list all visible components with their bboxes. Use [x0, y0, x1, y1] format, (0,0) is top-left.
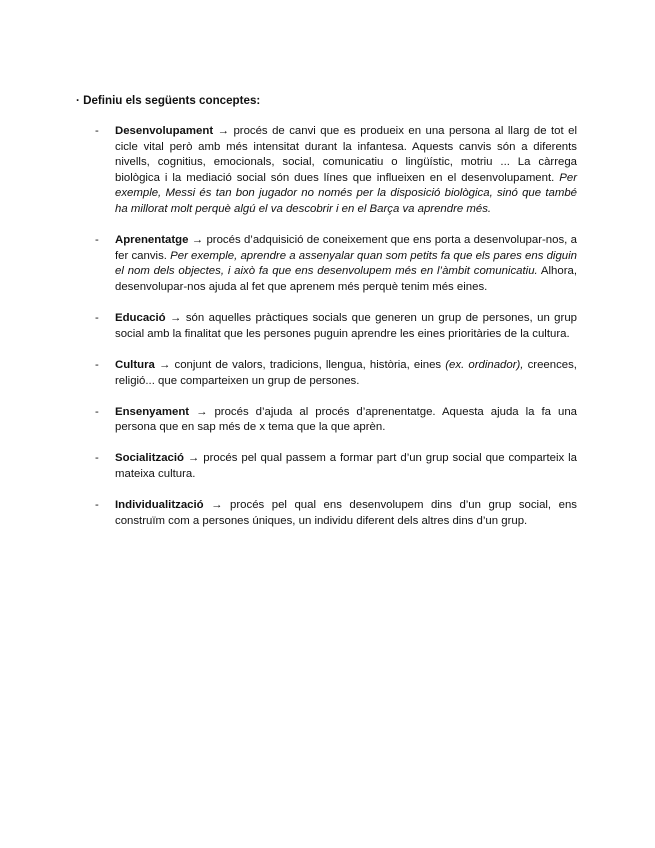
list-dash: - — [95, 452, 99, 465]
concept-definition: conjunt de valors, tradicions, llengua, història, eines — [174, 358, 446, 371]
list-dash: - — [95, 499, 99, 512]
concept-term: Ensenyament — [115, 405, 190, 418]
concept-term: Educació — [115, 312, 166, 325]
concept-item-cultura — [95, 358, 577, 389]
list-dash: - — [95, 234, 99, 247]
concept-item-desenvolupament — [95, 124, 577, 218]
concept-term: Cultura — [115, 358, 155, 371]
list-dash: - — [95, 125, 99, 137]
concept-item-individualitzacio — [95, 498, 577, 529]
arrow: → — [165, 312, 186, 325]
list-dash: - — [95, 405, 99, 418]
concept-item-ensenyament — [95, 405, 577, 436]
concept-list — [95, 124, 577, 545]
list-dash: - — [95, 312, 99, 325]
arrow: → — [189, 405, 215, 418]
concept-definition: són aquelles pràctiques socials que generen un grup de persones, un grup social amb la finalitat que les persones puguin aprendre les eines prioritàries de la cultura. — [115, 312, 577, 340]
concept-extra: Alhora, desenvolupar-nos ajuda al fet que aprenem més perquè tenim més eines. — [115, 265, 577, 293]
concept-item-socialitzacio — [95, 451, 577, 482]
arrow: → — [203, 499, 231, 512]
concept-example: (ex. ordinador), — [445, 358, 524, 371]
concept-example: Per exemple, aprendre a assenyalar quan som petits fa que els pares ens diguin el nom dels objectes, i això fa que ens desenvolupem més en l’àmbit comunicatiu. — [115, 249, 578, 278]
arrow: → — [213, 125, 234, 137]
concept-term: Socialització — [115, 452, 185, 465]
section-heading: · Definiu els següents conceptes: — [76, 94, 261, 107]
arrow: → — [188, 234, 207, 247]
concept-term: Desenvolupament — [115, 125, 214, 137]
arrow: → — [154, 358, 175, 371]
concept-definition: procés d’ajuda al procés d’aprenentatge. Aquesta ajuda la fa una persona que en sap més de x tema que la que aprèn. — [115, 405, 577, 434]
concept-definition: procés pel qual passem a formar part d’un grup social que comparteix la mateixa cultura. — [115, 452, 577, 481]
concept-extra: creences, religió... que comparteixen un grup de persones. — [115, 358, 577, 387]
list-dash: - — [95, 358, 99, 371]
concept-term: Individualització — [115, 499, 204, 512]
concept-example: Per exemple, Messi és tan bon jugador no només per la disposició biològica, sinó que també ha millorat molt perquè algú el va descobrir i en el Barça va aprendre més. — [115, 171, 577, 215]
concept-term: Aprenentatge — [115, 234, 189, 247]
concept-definition: procés de canvi que es produeix en una persona al llarg de tot el cicle vital però amb més intensitat durant la infantesa. Aquests canvis són a diferents nivells, cognitius, emocionals, social, comunicatiu o lingüístic, motriu ... La càrrega biològica i la mediació social són dues línes que influeixen en el desenvolupament. — [115, 125, 577, 184]
concept-item-aprenentatge — [95, 233, 577, 295]
concept-definition: procés d’adquisició de coneixement que ens porta a desenvolupar-nos, a fer canvis. — [115, 234, 577, 262]
concept-definition: procés pel qual ens desenvolupem dins d’un grup social, ens construïm com a persones úniques, un individu diferent dels altres dins d’un grup. — [115, 499, 577, 527]
concept-item-educacio — [95, 311, 577, 342]
arrow: → — [184, 452, 204, 465]
